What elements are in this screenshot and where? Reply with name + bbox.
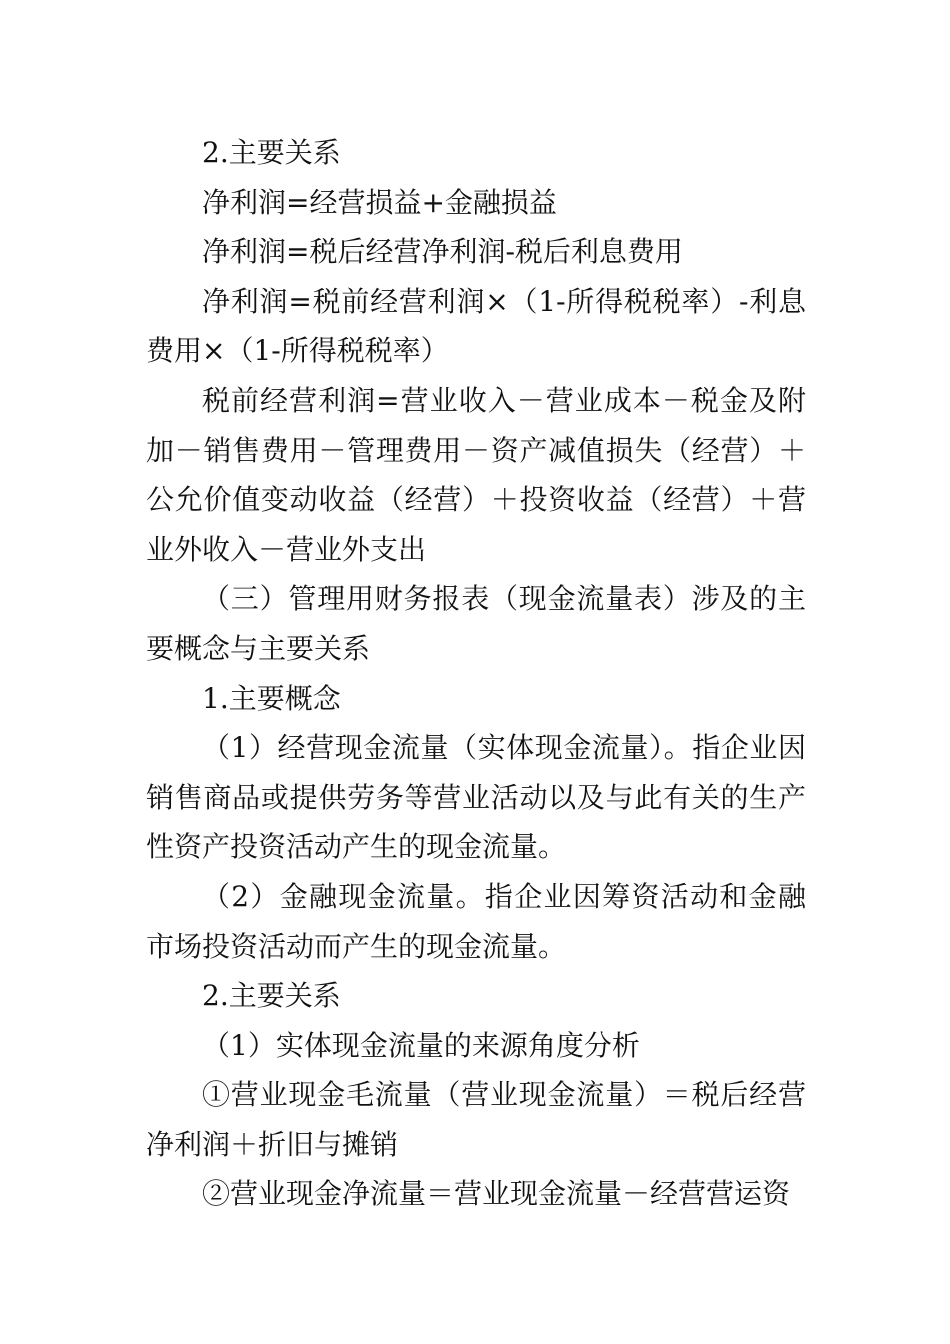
formula-net-profit-1: 净利润=经营损益+金融损益: [202, 185, 557, 219]
formula-net-profit-3: 净利润=税前经营利润×（1-所得税税率）-利息费用×（1-所得税税率）: [146, 284, 806, 368]
heading-main-concepts: 1.主要概念: [202, 681, 341, 715]
heading-main-relations-2: 2.主要关系: [202, 979, 341, 1013]
section-heading-cash-flow: （三）管理用财务报表（现金流量表）涉及的主要概念与主要关系: [146, 582, 806, 665]
concept-operating-cash-flow: （1）经营现金流量（实体现金流量）。指企业因销售商品或提供劳务等营业活动以及与此有关的生产性资产投资活动产生的现金流量。: [146, 731, 806, 864]
formula-net-operating-cash-flow: ②营业现金净流量＝营业现金流量－经营营运资: [202, 1177, 791, 1211]
formula-net-profit-2: 净利润=税后经营净利润-税后利息费用: [202, 235, 683, 269]
formula-gross-operating-cash-flow: ①营业现金毛流量（营业现金流量）＝税后经营净利润＋折旧与摊销: [146, 1078, 806, 1161]
formula-pretax-operating-profit: 税前经营利润=营业收入－营业成本－税金及附加－销售费用－管理费用－资产减值损失（经营）＋公允价值变动收益（经营）＋投资收益（经营）＋营业外收入－营业外支出: [146, 383, 806, 566]
subheading-entity-cash-flow-source: （1）实体现金流量的来源角度分析: [202, 1028, 640, 1062]
document-body: [146, 128, 806, 1219]
concept-financial-cash-flow: （2）金融现金流量。指企业因筹资活动和金融市场投资活动而产生的现金流量。: [146, 879, 806, 963]
heading-main-relations-1: 2.主要关系: [202, 136, 341, 169]
